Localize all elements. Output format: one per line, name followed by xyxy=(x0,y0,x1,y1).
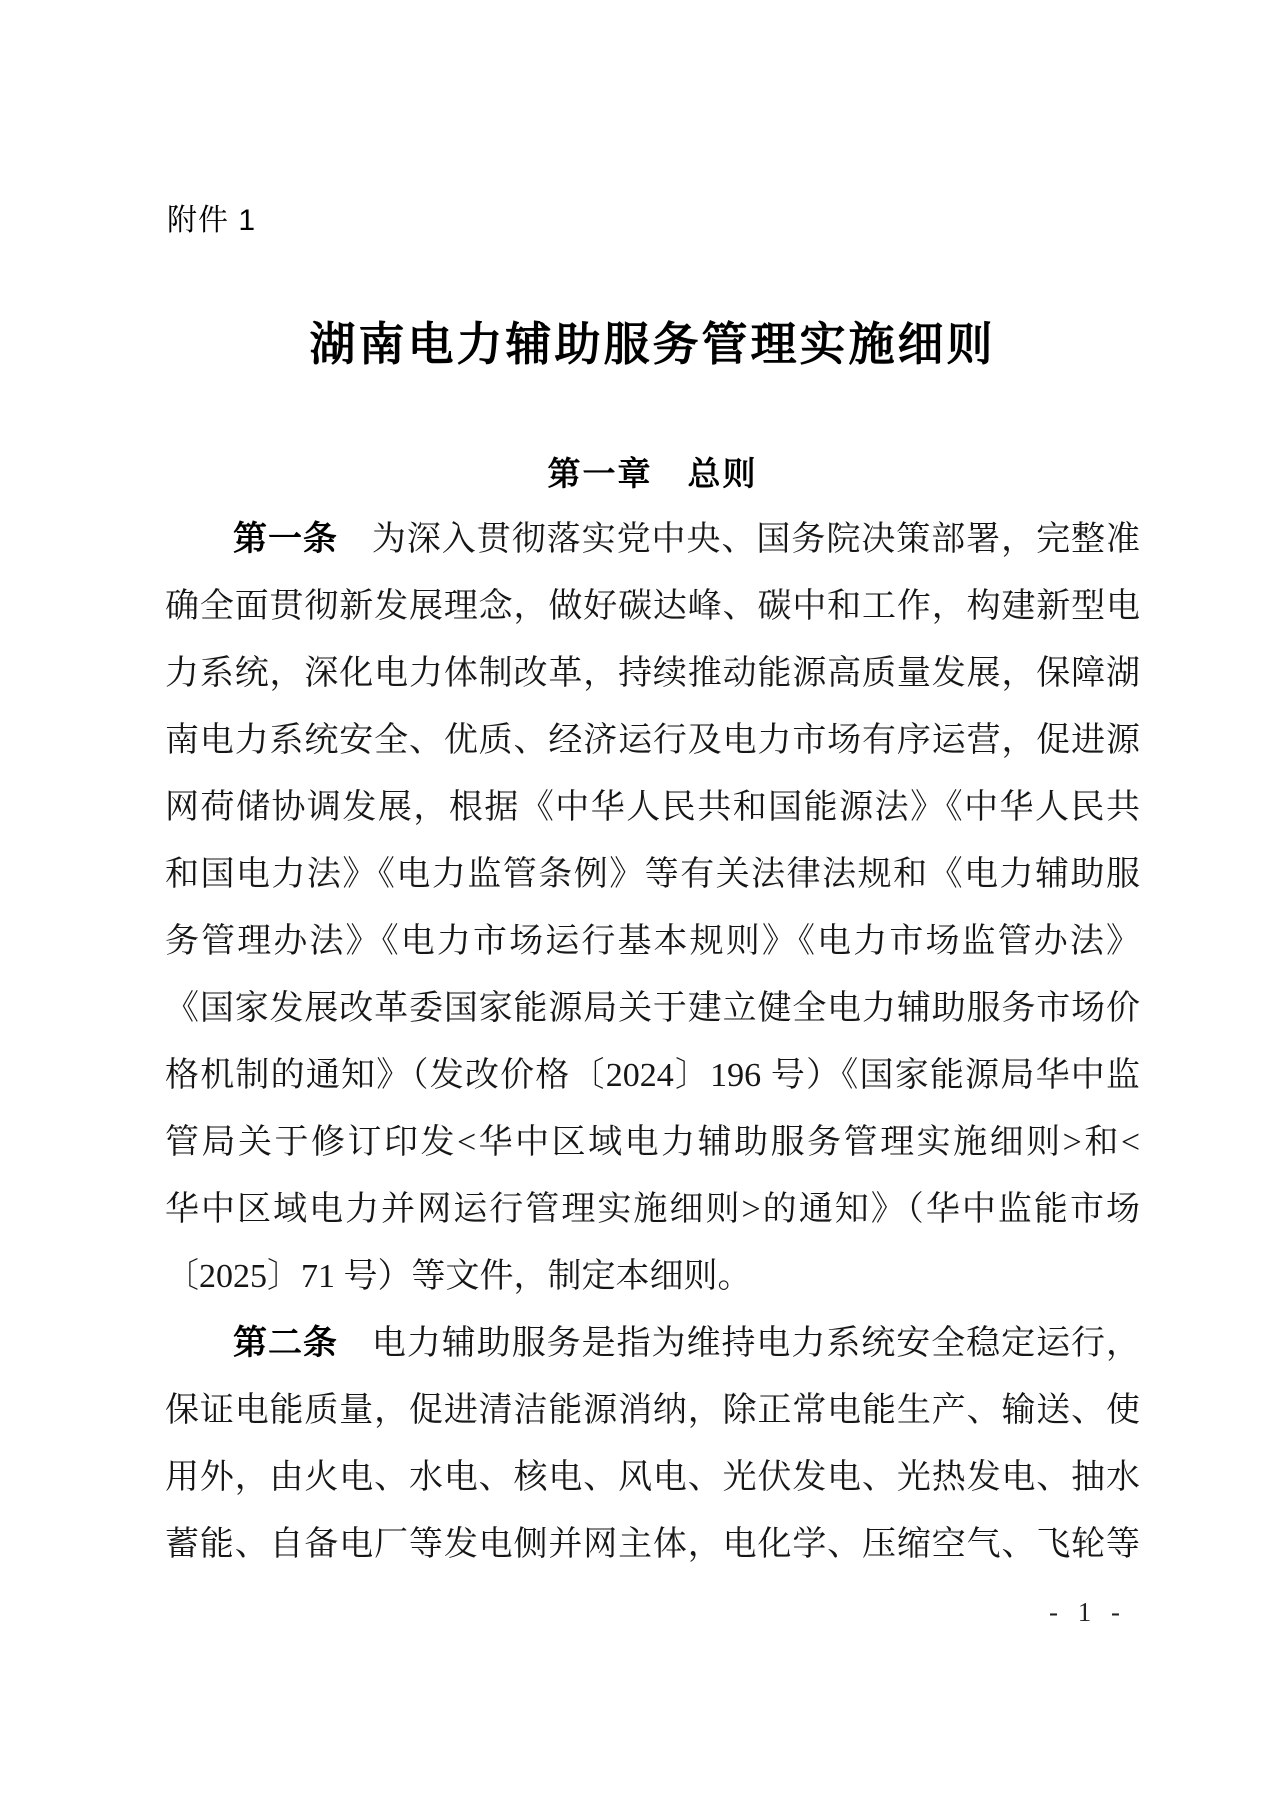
article-number-label: 第二条 xyxy=(233,1324,338,1362)
line-text: 为深入贯彻落实党中央、国务院决策部署，完整准 xyxy=(371,521,1140,558)
text-line xyxy=(165,1511,1140,1578)
text-line xyxy=(165,1310,1140,1377)
line-text: 华中区域电力并网运行管理实施细则>的通知》（华中监能市场 xyxy=(165,1191,1140,1228)
line-text: 力系统，深化电力体制改革，持续推动能源高质量发展，保障湖 xyxy=(165,655,1140,692)
line-text: 格机制的通知》（发改价格〔2024〕196 号）《国家能源局华中监 xyxy=(165,1057,1140,1094)
text-line xyxy=(165,908,1140,975)
text-line xyxy=(165,1176,1140,1243)
text-line xyxy=(165,1042,1140,1109)
text-line xyxy=(165,1109,1140,1176)
line-text: 蓄能、自备电厂等发电侧并网主体，电化学、压缩空气、飞轮等 xyxy=(165,1526,1140,1563)
line-text: 确全面贯彻新发展理念，做好碳达峰、碳中和工作，构建新型电 xyxy=(165,588,1140,625)
line-text: 务管理办法》《电力市场运行基本规则》《电力市场监管办法》 xyxy=(165,923,1140,960)
line-text: 《国家发展改革委国家能源局关于建立健全电力辅助服务市场价 xyxy=(165,990,1140,1027)
text-line xyxy=(165,506,1140,573)
line-text: 电力辅助服务是指为维持电力系统安全稳定运行， xyxy=(371,1325,1140,1362)
text-line xyxy=(165,1377,1140,1444)
line-text: 管局关于修订印发<华中区域电力辅助服务管理实施细则>和< xyxy=(165,1124,1140,1161)
text-line xyxy=(165,573,1140,640)
text-line xyxy=(165,1444,1140,1511)
line-text: 网荷储协调发展，根据《中华人民共和国能源法》《中华人民共 xyxy=(165,789,1140,826)
article-number-label: 第一条 xyxy=(233,520,338,558)
attachment-label: 附件 1 xyxy=(167,204,257,237)
line-text: 〔2025〕71 号）等文件，制定本细则。 xyxy=(165,1258,752,1295)
text-line xyxy=(165,841,1140,908)
document-title: 湖南电力辅助服务管理实施细则 xyxy=(309,319,996,370)
line-text: 用外，由火电、水电、核电、风电、光伏发电、光热发电、抽水 xyxy=(165,1459,1140,1496)
page-number: - 1 - xyxy=(1049,1597,1122,1627)
body-paragraphs xyxy=(165,506,1140,1578)
line-text: 南电力系统安全、优质、经济运行及电力市场有序运营，促进源 xyxy=(165,722,1140,759)
text-line xyxy=(165,640,1140,707)
chapter-heading: 第一章 总则 xyxy=(547,455,758,492)
line-text: 保证电能质量，促进清洁能源消纳，除正常电能生产、输送、使 xyxy=(165,1392,1140,1429)
text-line xyxy=(165,975,1140,1042)
text-line xyxy=(165,1243,1140,1310)
line-text: 和国电力法》《电力监管条例》等有关法律法规和《电力辅助服 xyxy=(165,856,1140,893)
text-line xyxy=(165,707,1140,774)
text-line xyxy=(165,774,1140,841)
